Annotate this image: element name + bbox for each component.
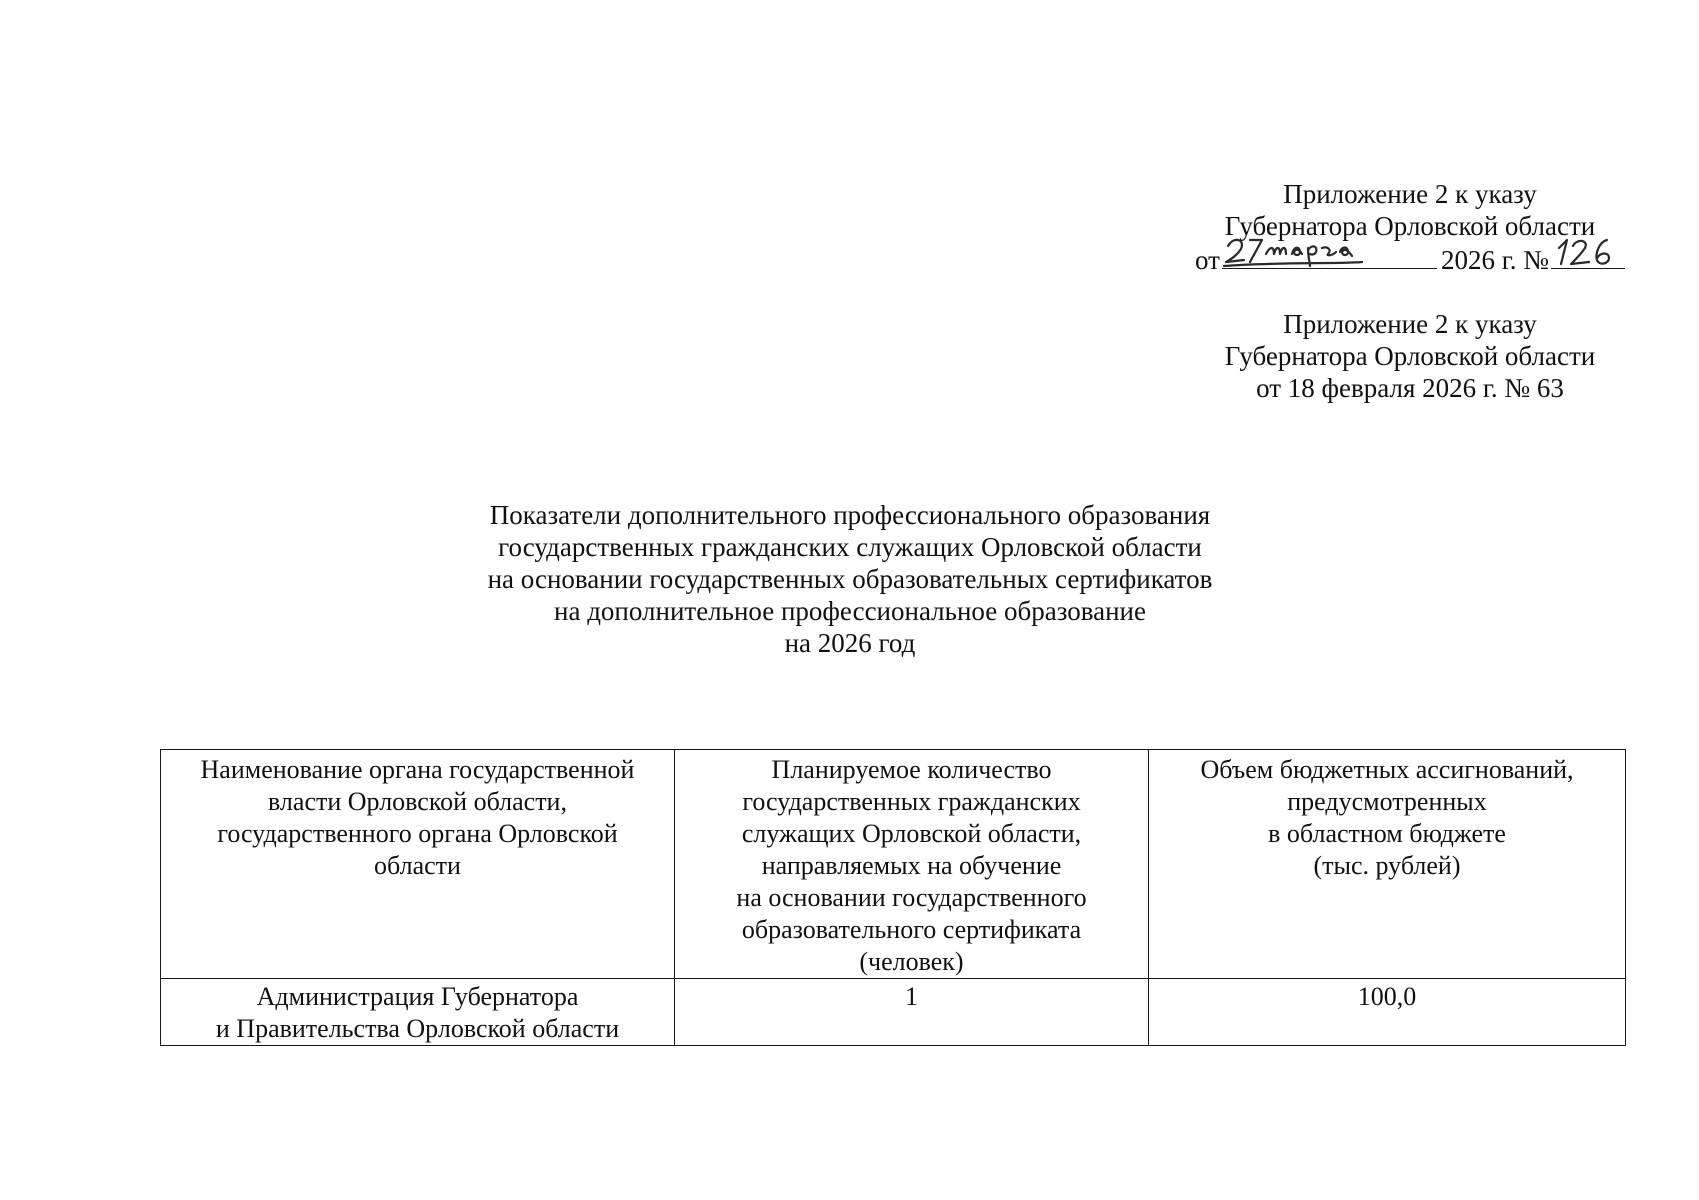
cell-amount [1149, 979, 1626, 1046]
cell-count [675, 979, 1149, 1046]
table-header-row [161, 750, 1626, 979]
annex-old-title: Приложение 2 к указу [1283, 309, 1537, 339]
title-line-2: государственных гражданских служащих Орловской области [498, 532, 1202, 562]
header-organ [161, 750, 675, 979]
table-row [161, 979, 1626, 1046]
annex-date-line [1170, 242, 1650, 276]
document-title [400, 499, 1300, 659]
header-amount-label: Объем бюджетных ассигнований, предусмотренных в областном бюджете (тыс. рублей) [1200, 755, 1574, 880]
header-organ-label: Наименование органа государственной власти Орловской области, государственного органа Орловской области [200, 755, 635, 880]
cell-organ-text: Администрация Губернатора и Правительства Орловской области [215, 982, 620, 1043]
annex-old-date: от 18 февраля 2026 г. № 63 [1256, 373, 1564, 403]
annex-issuer: Губернатора Орловской области [1224, 211, 1596, 241]
date-prefix: от [1195, 245, 1220, 275]
title-line-3: на основании государственных образовательных сертификатов [487, 564, 1213, 594]
handwritten-date-field [1222, 242, 1437, 269]
header-amount [1149, 750, 1626, 979]
header-count-label: Планируемое количество государственных гражданских служащих Орловской области, направляемых на обучение на основании государственного образовательного сертификата (человек) [736, 755, 1087, 976]
annex-header-new [1170, 178, 1650, 276]
date-year: 2026 г. № [1440, 245, 1549, 275]
annex-header-old [1170, 308, 1650, 404]
cell-amount-text: 100,0 [1357, 982, 1417, 1011]
title-line-1: Показатели дополнительного профессионального образования [489, 500, 1211, 530]
header-count [675, 750, 1149, 979]
cell-organ [161, 979, 675, 1046]
cell-count-text: 1 [905, 982, 918, 1011]
title-line-5: на 2026 год [784, 628, 916, 658]
annex-old-issuer: Губернатора Орловской области [1224, 341, 1596, 371]
title-line-4: на дополнительное профессиональное образование [554, 596, 1146, 626]
annex-title: Приложение 2 к указу [1283, 179, 1537, 209]
handwritten-number-field [1551, 242, 1625, 269]
indicators-table [160, 749, 1626, 1046]
handwritten-number-signature [1551, 232, 1625, 270]
handwritten-date-signature [1222, 232, 1437, 270]
